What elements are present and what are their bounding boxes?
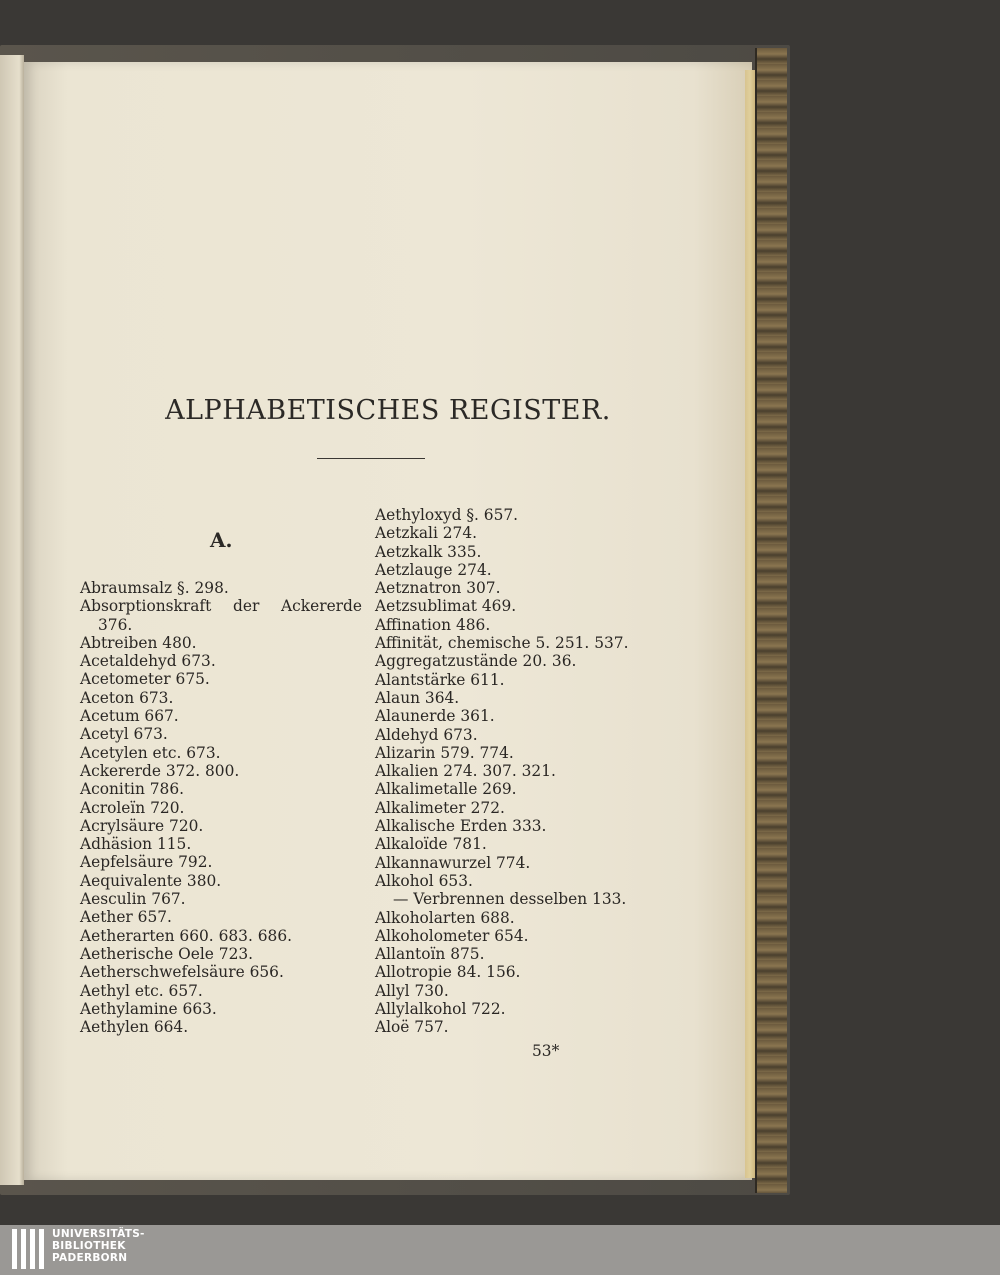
index-entry: Aetzsublimat 469. <box>375 597 517 616</box>
index-entry: Affinität, chemische 5. 251. 537. <box>375 634 629 653</box>
index-entry: Acetaldehyd 673. <box>80 652 216 671</box>
index-entry: Alkoholarten 688. <box>375 908 515 927</box>
index-entry: Acetum 667. <box>80 707 179 726</box>
index-entry: Aequivalente 380. <box>80 871 222 890</box>
index-entry: Abtreiben 480. <box>80 633 197 652</box>
page-gilt-edge <box>745 70 755 1178</box>
logo-line-3: PADERBORN <box>52 1252 128 1264</box>
index-entry: Aether 657. <box>80 908 172 927</box>
index-entry: Alkaloïde 781. <box>375 835 487 854</box>
section-letter: A. <box>210 528 233 552</box>
index-entry: Aloë 757. <box>375 1018 449 1037</box>
index-entry: Aetznatron 307. <box>375 579 501 598</box>
library-footer-bar <box>0 1225 1000 1275</box>
index-entry: Acroleïn 720. <box>80 798 185 817</box>
index-column-left <box>80 579 362 1036</box>
index-entry: Alkannawurzel 774. <box>375 853 531 872</box>
index-entry: Affination 486. <box>375 615 491 634</box>
index-entry: Aethyl etc. 657. <box>80 981 203 1000</box>
index-entry: Acetyl 673. <box>80 725 168 744</box>
index-entry: Aetherschwefelsäure 656. <box>80 963 284 982</box>
index-entry: Alkalimetalle 269. <box>375 780 517 799</box>
page-number: 53* <box>532 1042 560 1060</box>
index-entry: Aepfelsäure 792. <box>80 853 213 872</box>
index-entry: Alkalische Erden 333. <box>375 817 547 836</box>
index-entry: 376. <box>98 615 133 634</box>
book-spine <box>755 48 787 1193</box>
index-entry: Aetherische Oele 723. <box>80 944 254 963</box>
index-entry: Aceton 673. <box>80 688 174 707</box>
index-entry: Acetylen etc. 673. <box>80 743 221 762</box>
index-entry: Aesculin 767. <box>80 890 186 909</box>
index-entry: Alaunerde 361. <box>375 707 495 726</box>
index-entry: Adhäsion 115. <box>80 835 192 854</box>
index-entry: Acetometer 675. <box>80 670 210 689</box>
title-divider <box>317 458 425 459</box>
index-entry: Alkalien 274. 307. 321. <box>375 762 556 781</box>
library-logo-text <box>52 1228 145 1264</box>
page-title: ALPHABETISCHES REGISTER. <box>165 395 611 426</box>
index-entry: Abraumsalz §. 298. <box>80 579 229 597</box>
index-entry: Alantstärke 611. <box>375 670 505 689</box>
index-entry: Aethyloxyd §. 657. <box>375 506 519 524</box>
index-entry: Aetzlauge 274. <box>375 560 492 579</box>
index-entry: Aetzkalk 335. <box>375 542 482 561</box>
index-entry: Allylalkohol 722. <box>375 1000 506 1019</box>
index-entry: Aldehyd 673. <box>375 725 478 744</box>
logo-line-1: UNIVERSITÄTS- <box>52 1228 145 1240</box>
index-entry: Alizarin 579. 774. <box>375 743 514 762</box>
index-entry: Allotropie 84. 156. <box>375 963 521 982</box>
left-page-edge <box>0 55 24 1185</box>
index-entry: Aethylamine 663. <box>80 999 217 1018</box>
index-entry: Alaun 364. <box>375 688 460 707</box>
index-entry: Allyl 730. <box>375 981 449 1000</box>
index-entry: Alkalimeter 272. <box>375 798 505 817</box>
index-entry: Aethylen 664. <box>80 1018 189 1037</box>
index-entry: Aggregatzustände 20. 36. <box>375 652 577 671</box>
index-entry: Aetzkali 274. <box>375 524 478 543</box>
index-entry: — Verbrennen desselben 133. <box>393 890 627 909</box>
index-entry: Alkoholometer 654. <box>375 926 529 945</box>
index-entry: Acrylsäure 720. <box>80 816 204 835</box>
index-entry: Aconitin 786. <box>80 780 185 799</box>
index-entry: Aetherarten 660. 683. 686. <box>80 926 293 945</box>
index-entry: Allantoïn 875. <box>375 945 485 964</box>
library-logo-icon <box>8 1225 48 1273</box>
index-entry: Absorptionskraft der Ackererde <box>80 597 362 616</box>
logo-line-2: BIBLIOTHEK <box>52 1240 126 1252</box>
index-entry: Ackererde 372. 800. <box>80 761 240 780</box>
index-entry: Alkohol 653. <box>375 871 473 890</box>
register-page <box>24 62 752 1180</box>
index-column-right <box>375 506 665 1037</box>
